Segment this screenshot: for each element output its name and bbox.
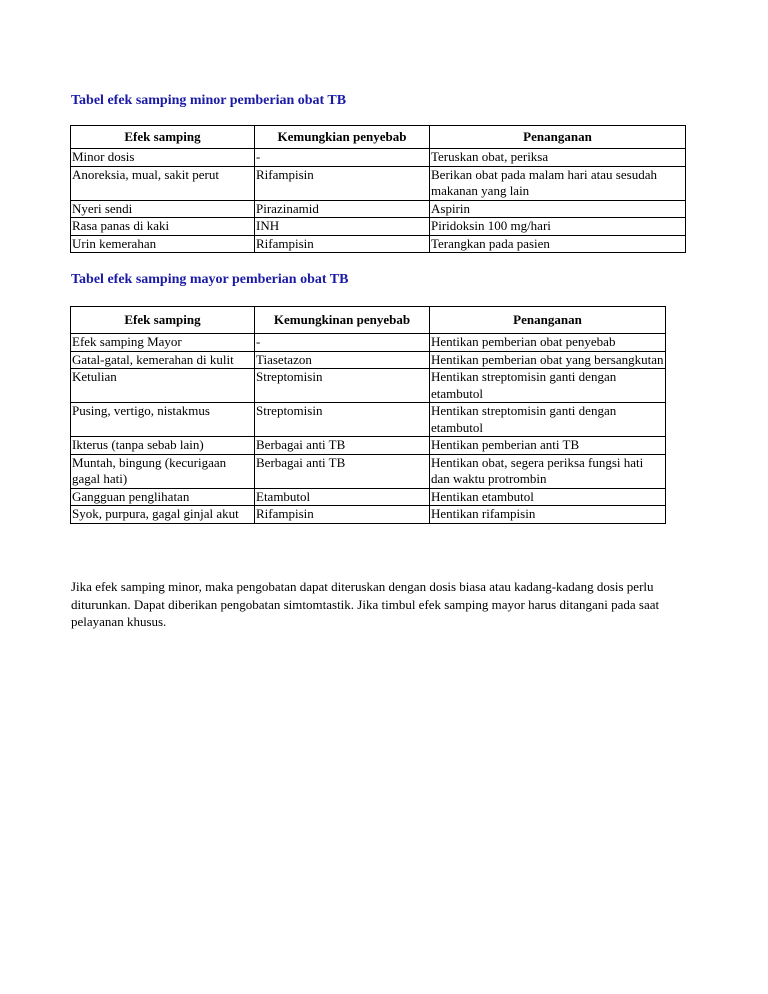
table-cell: Ikterus (tanpa sebab lain) xyxy=(71,437,255,455)
header-cell: Penanganan xyxy=(430,307,666,334)
table-cell: Muntah, bingung (kecurigaan gagal hati) xyxy=(71,454,255,488)
table-cell: Rasa panas di kaki xyxy=(71,218,255,236)
table-cell: Berbagai anti TB xyxy=(255,437,430,455)
major-side-effects-table xyxy=(70,306,666,524)
table-row xyxy=(71,488,666,506)
table-header-row xyxy=(71,307,666,334)
table-cell: Hentikan streptomisin ganti dengan etambutol xyxy=(430,369,666,403)
table-header-row xyxy=(71,126,686,149)
table-cell: - xyxy=(255,149,430,167)
table-cell: Efek samping Mayor xyxy=(71,334,255,352)
table-row xyxy=(71,403,666,437)
header-cell: Efek samping xyxy=(71,126,255,149)
table-cell: Hentikan rifampisin xyxy=(430,506,666,524)
table-cell: Hentikan streptomisin ganti dengan etambutol xyxy=(430,403,666,437)
table-row xyxy=(71,149,686,167)
table-cell: Hentikan pemberian anti TB xyxy=(430,437,666,455)
table-cell: Rifampisin xyxy=(255,235,430,253)
table-cell: Hentikan pemberian obat yang bersangkutan xyxy=(430,351,666,369)
table-cell: Aspirin xyxy=(430,200,686,218)
minor-side-effects-table xyxy=(70,125,686,253)
table-cell: Ketulian xyxy=(71,369,255,403)
table-row xyxy=(71,454,666,488)
table-row xyxy=(71,369,666,403)
table-row xyxy=(71,200,686,218)
table-cell: Berbagai anti TB xyxy=(255,454,430,488)
table-cell: Gatal-gatal, kemerahan di kulit xyxy=(71,351,255,369)
table-row xyxy=(71,235,686,253)
table-cell: Anoreksia, mual, sakit perut xyxy=(71,166,255,200)
table-cell: Streptomisin xyxy=(255,403,430,437)
table-cell: Terangkan pada pasien xyxy=(430,235,686,253)
table-cell: Hentikan etambutol xyxy=(430,488,666,506)
table-row xyxy=(71,351,666,369)
major-table-heading: Tabel efek samping mayor pemberian obat TB xyxy=(71,272,349,287)
table-cell: Gangguan penglihatan xyxy=(71,488,255,506)
table-cell: Pirazinamid xyxy=(255,200,430,218)
table-cell: Hentikan obat, segera periksa fungsi hati dan waktu protrombin xyxy=(430,454,666,488)
table-row xyxy=(71,166,686,200)
table-row xyxy=(71,218,686,236)
summary-paragraph: Jika efek samping minor, maka pengobatan dapat diteruskan dengan dosis biasa atau kadang-kadang dosis perlu diturunkan. Dapat diberikan pengobatan simtomtastik. Jika timbul efek samping mayor harus ditangani pada saat pelayanan khusus. xyxy=(71,579,660,629)
table-cell: Piridoksin 100 mg/hari xyxy=(430,218,686,236)
table-cell: Berikan obat pada malam hari atau sesudah makanan yang lain xyxy=(430,166,686,200)
header-cell: Kemungkinan penyebab xyxy=(255,307,430,334)
table-cell: Hentikan pemberian obat penyebab xyxy=(430,334,666,352)
table-cell: Tiasetazon xyxy=(255,351,430,369)
table-cell: Nyeri sendi xyxy=(71,200,255,218)
table-cell: Rifampisin xyxy=(255,166,430,200)
table-cell: - xyxy=(255,334,430,352)
header-cell: Efek samping xyxy=(71,307,255,334)
table-cell: Syok, purpura, gagal ginjal akut xyxy=(71,506,255,524)
table-cell: Teruskan obat, periksa xyxy=(430,149,686,167)
table-row xyxy=(71,334,666,352)
table-row xyxy=(71,506,666,524)
minor-table-heading: Tabel efek samping minor pemberian obat TB xyxy=(71,93,347,108)
header-cell: Penanganan xyxy=(430,126,686,149)
table-cell: Etambutol xyxy=(255,488,430,506)
table-cell: Minor dosis xyxy=(71,149,255,167)
table-cell: INH xyxy=(255,218,430,236)
table-row xyxy=(71,437,666,455)
table-cell: Streptomisin xyxy=(255,369,430,403)
header-cell: Kemungkian penyebab xyxy=(255,126,430,149)
table-cell: Rifampisin xyxy=(255,506,430,524)
table-cell: Pusing, vertigo, nistakmus xyxy=(71,403,255,437)
table-cell: Urin kemerahan xyxy=(71,235,255,253)
